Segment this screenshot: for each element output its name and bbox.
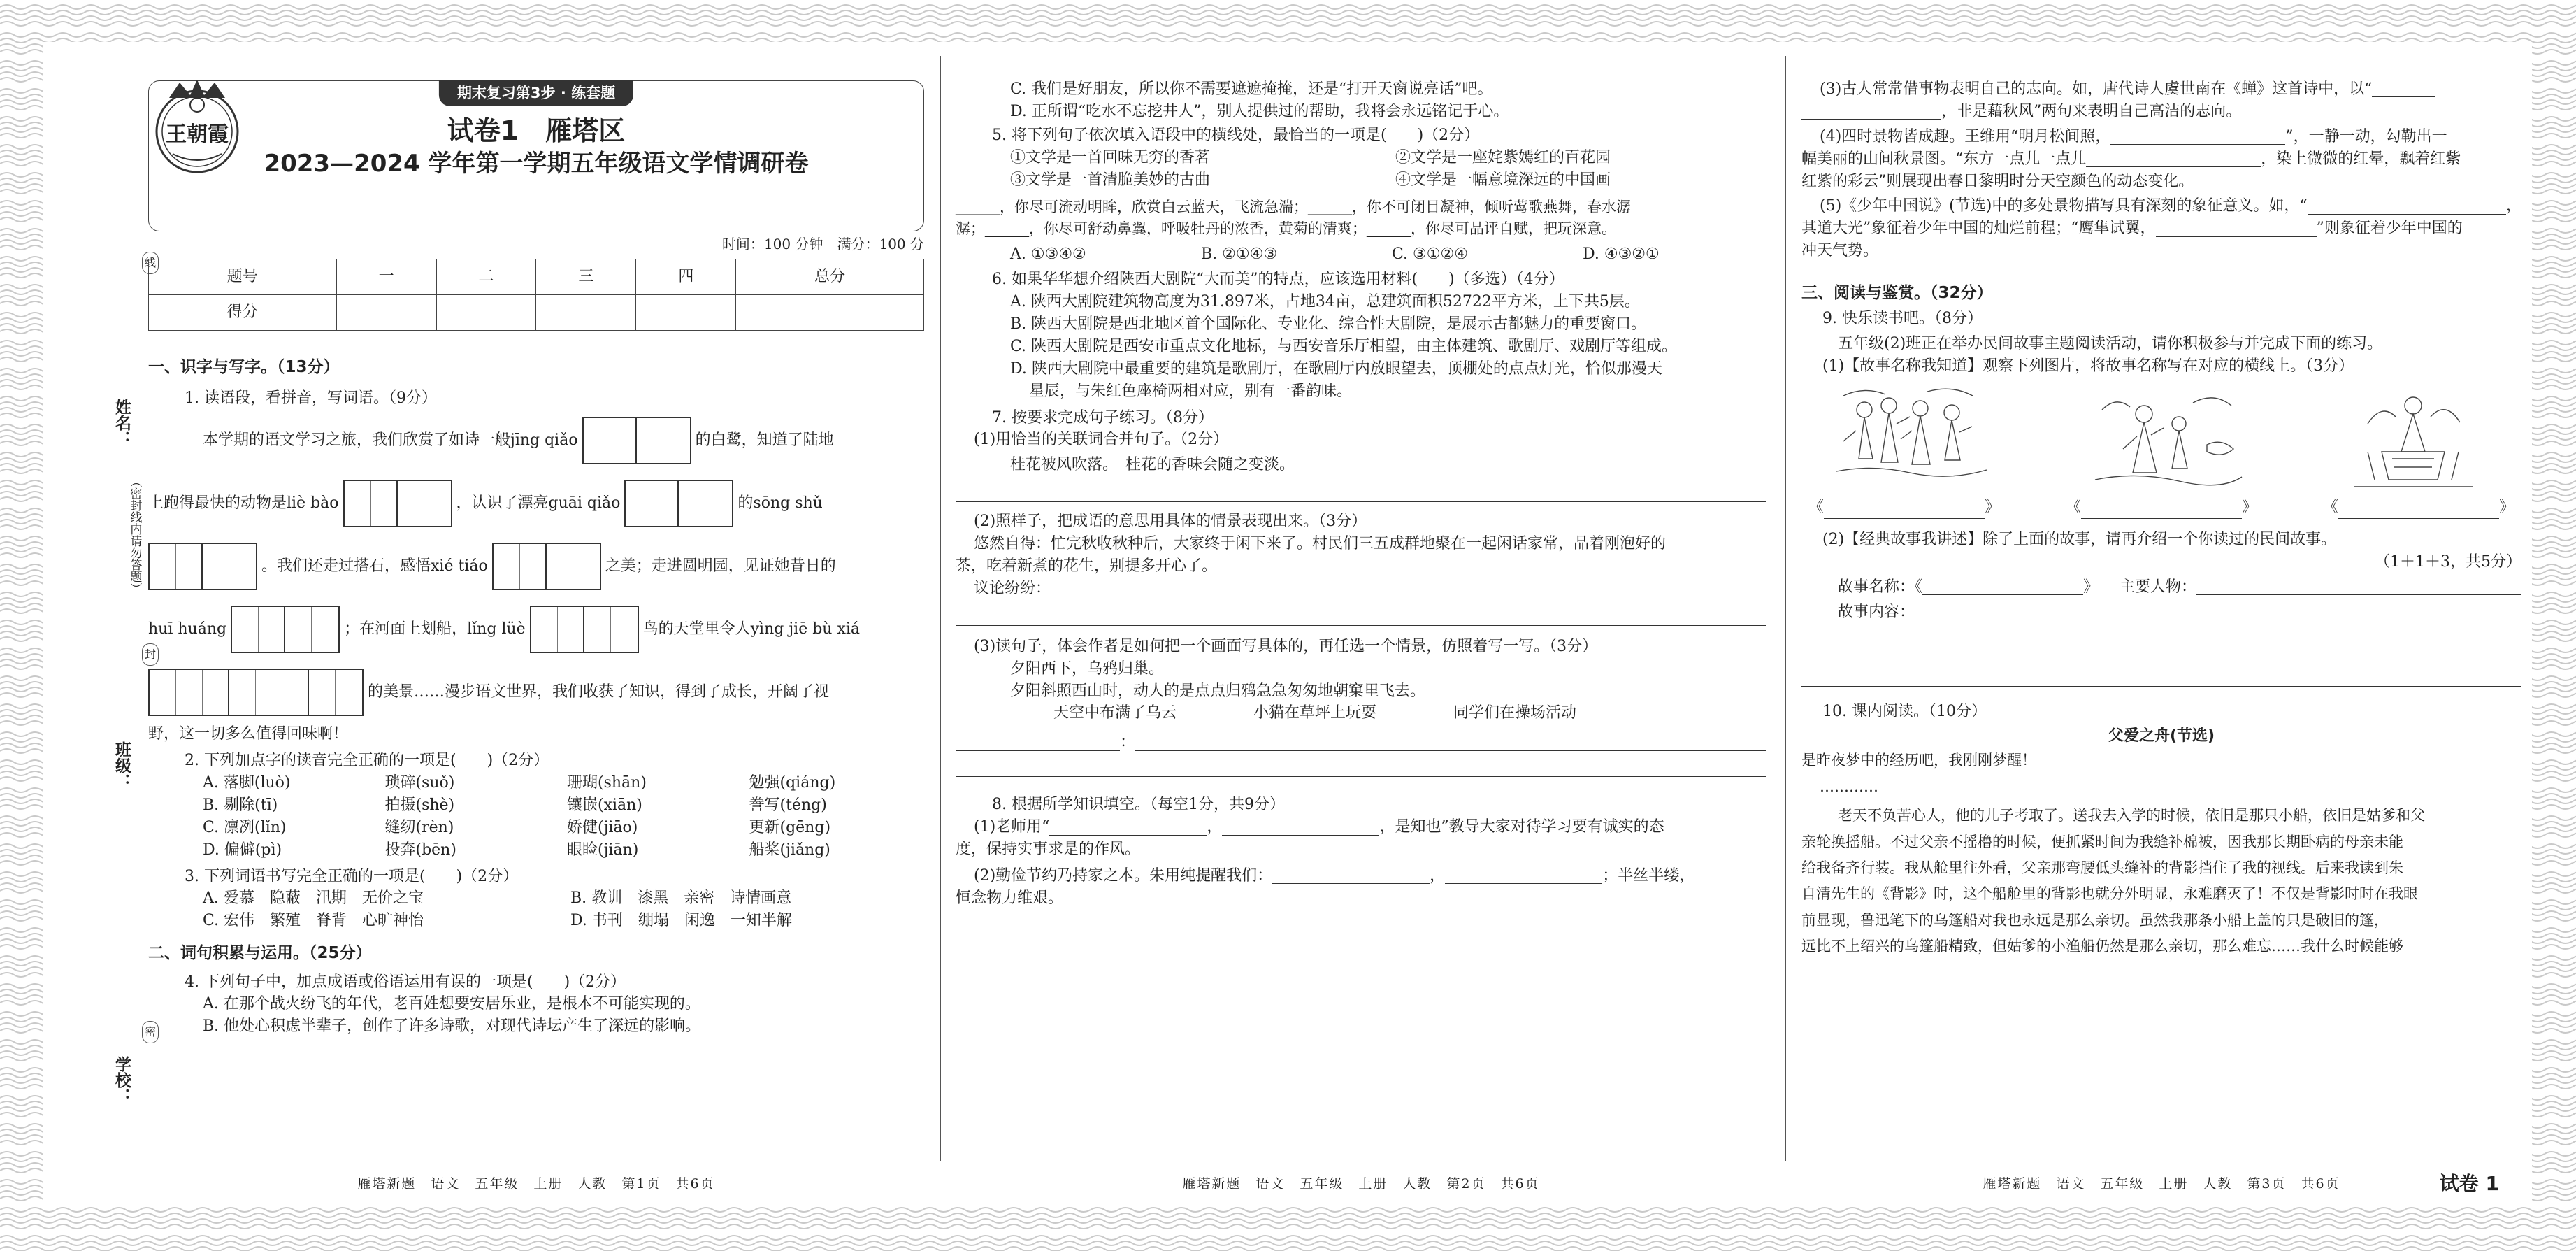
q8-text: (4)四时景物皆成趣。王维用“明月松间照， [1820,127,2111,145]
score-table-header: 四 [636,259,736,295]
passage-title: 父爱之舟(节选) [2108,727,2215,745]
q1-text: 本学期的语文学习之旅，我们欣赏了如诗一般jīng qiǎo [203,431,578,450]
q6-option-d-cont: 星辰，与朱红色座椅两相对应，别有一番韵味。 [1029,382,1353,400]
q1-text: 的美景……漫步语文世界，我们收获了知识，得到了成长，开阔了视 [368,683,830,701]
pinyin-answer-grid[interactable] [582,417,691,464]
q5-sentence: ④文学是一幅意境深远的中国画 [1395,171,1611,189]
q7-3-sentence-b: 夕阳斜照西山时，动人的是点点归鸦急急匆匆地朝窠里飞去。 [1010,682,1426,700]
q6-option-c[interactable]: C. 陕西大剧院是西安市重点文化地标，与西安音乐厅相望，由主体建筑、歌剧厅、戏剧厅等组成。 [1010,337,1678,355]
q7-2-example-cont: 茶，吃着新煮的花生，别提多开心了。 [956,557,1218,576]
q8-text: ， [2505,197,2521,215]
passage-line: 给我备齐行装。我从舱里往外看，父亲那弯腰低头缝补的背影挡住了我的视线。后来我读到朱 [1801,859,2403,876]
q7-3-choice[interactable]: 同学们在操场活动 [1453,704,1577,722]
q2-option-row[interactable] [203,817,924,839]
section-2-title: 二、词句积累与运用。（25分） [148,944,372,963]
q2-option-cell: D. 偏僻(pì) [203,841,282,859]
q8-text: (2)勤俭节约乃持家之本。朱用纯提醒我们： [974,866,1273,885]
q1-text: 的sōng shǔ [737,494,823,513]
q5-passage: ______，你尽可流动明眸，欣赏白云蓝天，飞流急湍；______，你不可闭目凝神，倾听莺歌燕舞，春水潺 [956,199,1631,216]
question-4: 4. 下列句子中，加点成语或俗语运用有误的一项是( )（2分） [185,973,626,991]
q2-options [148,772,924,862]
answer-line[interactable] [956,735,1120,751]
pinyin-answer-grid[interactable] [231,606,340,653]
q5-sentences [956,147,1766,192]
score-table-header: 一 [336,259,436,295]
score-table-row [149,295,924,331]
answer-line[interactable] [1051,580,1766,596]
main-character-input[interactable] [2196,579,2521,595]
score-cell[interactable] [536,295,636,331]
q2-option-cell: A. 落脚(luò) [203,774,291,792]
q8-1 [956,816,1766,838]
answer-line[interactable] [1049,820,1207,836]
question-3: 3. 下列词语书写完全正确的一项是( )（2分） [185,867,519,885]
q9-part-2: (2)【经典故事我讲述】除了上面的故事，请再介绍一个你读过的民间故事。 [1822,531,2337,549]
question-6: 6. 如果华华想介绍陕西大剧院“大而美”的特点，应该选用材料( )（多选）（4分） [992,271,1564,289]
q9-intro: 五年级(2)班正在举办民间故事主题阅读活动，请你积极参与并完成下面的练习。 [1838,335,2383,353]
q7-part-3: (3)读句子，体会作者是如何把一个画面写具体的，再任选一个情景，仿照着写一写。（3分） [974,637,1598,655]
pinyin-answer-grid[interactable] [343,480,452,527]
q8-text: ”则象征着少年中国的 [2316,220,2463,238]
reading-passage [1801,748,2521,959]
q4-option-a[interactable]: A. 在那个战火纷飞的年代，老百姓想要安居乐业，是根本不可能实现的。 [203,995,700,1013]
answer-line[interactable] [1222,820,1379,836]
q2-option-cell: 镶嵌(xiān) [567,796,642,814]
question-8: 8. 根据所学知识填空。（每空1分，共9分） [992,796,1285,814]
q2-option-row[interactable] [203,794,924,817]
q7-3-choices [956,702,1766,724]
seal-tag-line: 线 [142,252,159,274]
score-table-header: 总分 [736,259,924,295]
q1-text: 之美；走进圆明园，见证她昔日的 [605,557,836,576]
q9-picture-answers [1801,496,2521,519]
q7-2-answer [956,578,1766,600]
q1-text: 野，这一切多么值得回味啊！ [148,725,349,743]
passage-line: 远比不上绍兴的乌篷船精致，但姑爹的小渔船仍然是那么亲切，那么难忘……我什么时候能够 [1801,938,2403,955]
q8-text: 冲天气势。 [1801,242,1879,260]
q5-sentence: ①文学是一首回味无穷的香茗 [1010,148,1211,166]
q9-pictures [1801,382,2521,494]
q2-option-cell: 眼睑(jiān) [567,841,639,859]
section-1-title: 一、识字与写字。（13分） [148,358,340,376]
answer-line[interactable] [1272,868,1430,884]
q6-option-b[interactable]: B. 陕西大剧院是西北地区首个国际化、专业化、综合性大剧院，是展示古都魅力的重要窗口。 [1010,315,1647,333]
q3-options [148,887,924,932]
q8-4 [1801,126,2521,148]
q2-option-cell: 娇健(jiāo) [567,818,638,836]
q8-3-cont [1801,101,2521,123]
score-cell[interactable] [636,295,736,331]
passage-line: 老天不负苦心人，他的儿子考取了。送我去入学的时候，依旧是那只小船，依旧是姑爹和父 [1838,807,2425,824]
answer-line[interactable] [2372,81,2435,97]
q1-text: 的白鹭，知道了陆地 [695,431,834,450]
exam-subtitle: 2023—2024 学年第一学期五年级语文学情调研卷 [264,150,809,178]
q7-part-1: (1)用恰当的关联词合并句子。（2分） [974,431,1229,449]
q1-text: ，认识了漂亮guāi qiǎo [456,494,621,513]
passage-line: 亲轮换摇船。不过父亲不摇橹的时候，便抓紧时间为我缝补棉被，因我那长期卧病的母亲未能 [1801,833,2403,850]
page-footer: 雁塔新题 语文 五年级 上册 人教 第2页 共6页 [1182,1176,1540,1192]
q8-2: (2)勤俭节约乃持家之本。朱用纯提醒我们： ， ；半丝半缕， [956,865,1766,887]
question-2: 2. 下列加点字的读音完全正确的一项是( )（2分） [185,752,549,770]
q7-3-sentence-a: 夕阳西下，乌鸦归巢。 [1010,659,1165,678]
question-1: 1. 读语段，看拼音，写词语。（9分） [185,389,437,408]
q5-sentence: ②文学是一座姹紫嫣红的百花园 [1395,148,1611,166]
folk-story-illustration-3 [2326,382,2501,494]
q1-line-4 [148,606,924,653]
q1-line-3 [148,543,924,590]
score-table-header: 三 [536,259,636,295]
score-table-header: 题号 [149,259,337,295]
story-name-label: 故事名称：《 [1838,578,1923,596]
q2-option-cell: B. 剔除(tī) [203,796,278,814]
q6-option-d[interactable]: D. 陕西大剧院中最重要的建筑是歌剧厅，在歌剧厅内放眼望去，顶棚处的点点灯光，恰似那漫天 [1010,359,1662,378]
q8-5-cont [1801,217,2521,240]
q8-text: ；半丝半缕， [1602,866,1695,885]
pinyin-answer-grid[interactable] [492,543,601,590]
q2-option-cell: 琐碎(suǒ) [384,774,455,792]
q8-text: 度，保持实事求是的作风。 [956,841,1141,859]
q2-option-cell: 珊瑚(shān) [567,774,647,792]
score-table [148,259,924,331]
q8-text: ”，一静一动，勾勒出一 [2285,127,2447,145]
q2-option-cell: 勉强(qiáng) [749,774,836,792]
q8-text: 幅美丽的山间秋景图。“东方一点儿一点儿 [1801,150,2087,168]
column-divider-2 [1785,56,1786,1161]
q8-text: 红紫的彩云”则展现出春日黎明时分天空颜色的动态变化。 [1801,172,2194,190]
q2-option-row[interactable] [203,839,924,862]
main-character-label: 主要人物： [2120,578,2197,596]
q3-option-b[interactable]: B. 教训 漆黑 亲密 诗情画意 [570,889,792,908]
q1-line-5 [148,669,924,716]
q8-text: (1)老师用“ [974,818,1050,836]
q1-text: ；在河面上划船，lǐng lüè [344,620,526,638]
page-2-column [956,42,1766,1203]
story-name-blank[interactable]: 《 》 [2066,496,2257,519]
section-3-title: 三、阅读与鉴赏。（32分） [1801,284,1993,303]
exam-header [148,80,924,231]
q8-text: ，染上微微的红晕，飘着红紫 [2261,150,2461,168]
score-row-label: 得分 [149,295,337,331]
question-9: 9. 快乐读书吧。（8分） [1822,310,1983,328]
q2-option-cell: C. 凛冽(lǐn) [203,818,287,836]
q2-option-cell: 船桨(jiǎng) [749,841,830,859]
story-content-label: 故事内容： [1838,603,1915,621]
q7-3-answer: ： [956,731,1766,754]
answer-line[interactable] [2086,151,2261,167]
answer-line[interactable] [1801,103,1941,120]
q7-2-label: 议论纷纷： [974,579,1051,597]
q5-option-c[interactable]: C. ③①②④ [1392,245,1468,264]
q7-3-choice[interactable]: 小猫在草坪上玩耍 [1253,704,1377,722]
q5-sentence: ③文学是一首清脆美妙的古曲 [1010,171,1211,189]
pinyin-answer-grid[interactable] [148,543,257,590]
q5-option-b[interactable]: B. ②①④③ [1201,245,1278,264]
q8-text: ，是知也”教导大家对待学习要有诚实的态 [1379,818,1664,836]
story-name-blank[interactable]: 《 》 [2323,496,2514,519]
q9-part-1: (1)【故事名称我知道】观察下列图片，将故事名称写在对应的横线上。（3分） [1822,357,2354,376]
q1-line-2 [148,480,924,527]
class-label: 班级： [113,741,131,789]
score-cell[interactable] [436,295,536,331]
q9-part-2-score: （1＋1＋3，共5分） [2375,552,2521,571]
q1-text: huī huáng [148,620,227,638]
school-label: 学校： [113,1056,131,1104]
answer-line[interactable] [2110,129,2285,145]
exam-sheet [43,42,2532,1203]
score-table-header-row [149,259,924,295]
q4-option-b[interactable]: B. 他处心积虑半辈子，创作了许多诗歌，对现代诗坛产生了深远的影响。 [203,1017,701,1036]
pinyin-answer-grid[interactable] [624,480,733,527]
q2-option-row[interactable] [203,772,924,794]
q9-story-content-row [1801,601,2521,624]
q3-option-d[interactable]: D. 书刊 绷塌 闲逸 一知半解 [570,912,792,930]
q5-option-d[interactable]: D. ④③②① [1583,245,1660,264]
score-table-header: 二 [436,259,536,295]
story-name-label-close: 》 [2083,578,2099,596]
answer-line[interactable] [1801,686,2521,687]
q7-1-sentences: 桂花被风吹落。 桂花的香味会随之变淡。 [1010,456,1295,474]
question-5: 5. 将下列句子依次填入语段中的横线处，最恰当的一项是( )（2分） [992,126,1480,144]
answer-line[interactable] [956,625,1766,626]
passage-line: ………… [1820,778,1878,795]
q8-4-cont [1801,148,2521,171]
q2-option-cell: 投奔(bēn) [384,841,456,859]
q7-part-2: (2)照样子，把成语的意思用具体的情景表现出来。（3分） [974,513,1367,531]
passage-line: 是昨夜梦中的经历吧，我刚刚梦醒！ [1801,752,2036,769]
q8-text: (3)古人常常借事物表明自己的志向。如，唐代诗人虞世南在《蝉》这首诗中，以“ [1820,80,2373,98]
seal-note: （密封线内请勿答题） [127,476,142,594]
q2-option-cell: 缝纫(rèn) [384,818,454,836]
page-footer: 雁塔新题 语文 五年级 上册 人教 第1页 共6页 [357,1176,715,1192]
q8-text: (5)《少年中国说》(节选)中的多处景物描写具有深刻的象征意义。如，“ [1820,197,2308,215]
story-name-blank[interactable]: 《 》 [1808,496,2000,519]
paper-number-badge: 试卷 1 [2439,1172,2499,1196]
q4-option-c[interactable]: C. 我们是好朋友，所以你不需要遮遮掩掩，还是“打开天窗说亮话”吧。 [1010,80,1493,98]
page-3-column [1801,42,2521,1203]
q8-5 [1801,195,2521,217]
name-label: 姓名： [113,399,131,447]
q5-options [956,243,1766,266]
score-cell[interactable] [336,295,436,331]
q8-3 [1801,78,2521,101]
seal-tag-seal: 封 [142,643,159,666]
section-divider [956,776,1766,777]
story-name-input[interactable] [1922,579,2083,595]
q2-option-cell: 誊写(téng) [749,796,827,814]
passage-line: 前显现，鲁迅笔下的乌篷船对我也永远是那么亲切。虽然我那条小船上盖的只是破旧的篷， [1801,911,2389,929]
q1-text: 。我们还走过搭石，感悟xié tiáo [261,557,488,576]
question-7: 7. 按要求完成句子练习。（8分） [992,408,1214,427]
q9-story-name-row [1801,576,2521,599]
q1-text: 上跑得最快的动物是liè bào [148,494,339,513]
story-content-input[interactable] [1915,604,2521,620]
q3-option-c[interactable]: C. 宏伟 繁殖 脊背 心旷神怡 [203,912,424,930]
logo-text: 王朝霞 [166,122,229,147]
page-footer: 雁塔新题 语文 五年级 上册 人教 第3页 共6页 [1983,1176,2340,1192]
q1-text: 鸟的天堂里令人yìng jiē bù xiá [642,620,861,638]
passage-line: 自清先生的《背影》时，这个船舱里的背影也就分外明显，永难磨灭了！不仅是背影时时在我眼 [1801,885,2418,903]
q6-option-a[interactable]: A. 陕西大剧院建筑物高度为31.897米，占地34亩，总建筑面积52722平方米，上下共5层。 [1010,293,1640,311]
q8-text: 其道大光”象征着少年中国的灿烂前程；“鹰隼试翼， [1801,220,2156,238]
q2-option-cell: 更新(gēng) [749,818,831,836]
answer-line[interactable] [1135,735,1766,751]
column-divider-1 [940,56,941,1161]
answer-line[interactable] [1445,868,1602,884]
answer-line[interactable] [2308,199,2506,215]
folk-story-illustration-1 [1822,382,1997,494]
q8-text: 恒念物力维艰。 [956,889,1064,907]
answer-line[interactable] [2156,221,2317,237]
q2-option-cell: 拍摄(shè) [384,796,455,814]
score-cell[interactable] [736,295,924,331]
folk-story-illustration-2 [2074,382,2249,494]
review-step-tag: 期末复习第3步 · 练套题 [439,80,633,106]
q7-2-example: 悠然自得：忙完秋收秋种后，大家终于闲下来了。村民们三五成群地聚在一起闲话家常，品着刚泡好的 [974,535,1667,553]
q3-option-a[interactable]: A. 爱慕 隐蔽 汛期 无价之宝 [203,889,424,908]
pinyin-answer-grid[interactable] [148,669,364,716]
question-10: 10. 课内阅读。（10分） [1822,702,1987,720]
exam-title: 试卷1 雁塔区 [447,115,626,146]
answer-line[interactable] [956,501,1766,502]
pinyin-answer-grid[interactable] [530,606,639,653]
q1-line-1 [148,417,924,464]
q4-option-d[interactable]: D. 正所谓“吃水不忘挖井人”，别人提供过的帮助，我将会永远铭记于心。 [1010,102,1509,120]
q5-passage: 潺；______，你尽可舒动鼻翼，呼吸牡丹的浓香，黄菊的清爽；______，你尽可品评自赋，把玩深意。 [956,220,1616,237]
q5-option-a[interactable]: A. ①③④② [1010,245,1086,264]
seal-tag-secret: 密 [142,1021,159,1043]
q8-text: ， [1207,818,1223,836]
page-1-column [148,42,924,1203]
q7-3-choice[interactable]: 天空中布满了乌云 [1053,704,1177,722]
time-score-info: 时间：100 分钟 满分：100 分 [721,236,924,252]
q8-text: ，非是藉秋风”两句来表明自己高洁的志向。 [1941,102,2242,120]
